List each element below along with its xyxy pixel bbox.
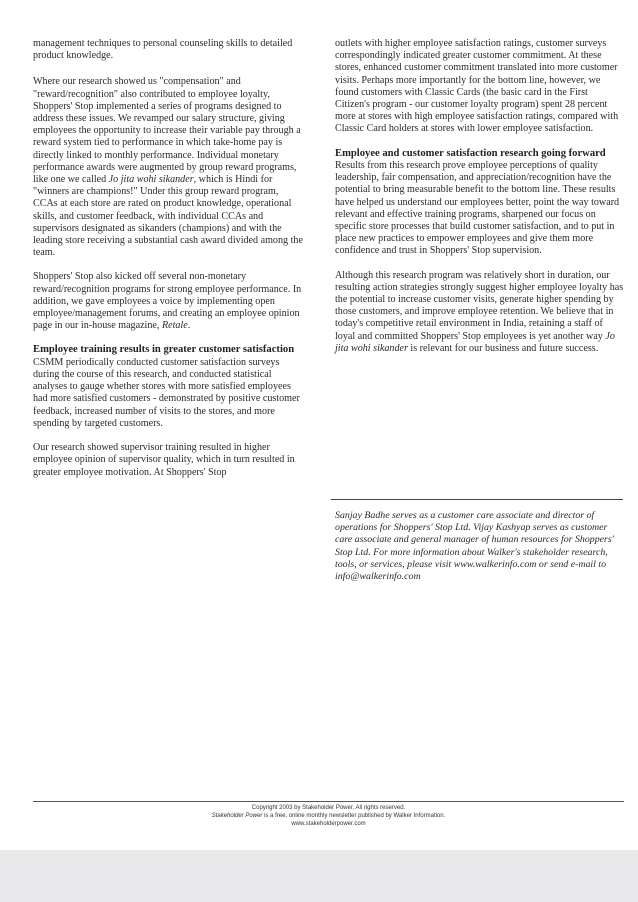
bio-divider [331,499,623,500]
footer-description: Stakeholder Power is a free, online monthly newsletter published by Walker Information. [211,813,446,819]
footer-divider [33,801,624,802]
footer-url[interactable]: www.stakeholderpower.com [291,821,366,827]
paragraph: Results from this research prove employee perceptions of quality leadership, fair compensation, and appreciation/recognition have the potential to bring measurable benefit to the bottom line. These results have helped us understand our employees better, point the way toward relevant and effective training programs, sharpened our focus on specific store processes that build customer satisfaction, and to put in place new practices to empower employees and give them more confidence and trust in Shoppers' Stop supervision. [335,160,620,257]
footer [33,804,624,828]
section-heading: Employee and customer satisfaction research going forward [335,147,606,159]
paragraph: Although this research program was relatively short in duration, our resulting action strategies strongly suggest higher employee loyalty has the potential to increase customer visits, generate higher spending by those customers, and improve employee retention. We believe that in today's competitive retail environment in India, retaining a staff of loyal and committed Shoppers' Stop employees is yet another way Jo jita wohi sikander is relevant for our business and future success. [335,269,624,354]
author-bio: Sanjay Badhe serves as a customer care associate and director of operations for Shoppers' Stop Ltd. Vijay Kashyap serves as customer care associate and general manager of human resources for Shoppers' Stop Ltd. For more information about Walker's stakeholder research, tools, or services, please visit www.walkerinfo.com or send e-mail to info@walkerinfo.com [335,510,614,583]
paragraph: Our research showed supervisor training resulted in higher employee opinion of supervisor quality, which in turn resulted in greater employee motivation. At Shoppers' Stop [33,442,295,478]
paragraph: Shoppers' Stop also kicked off several non-monetary reward/recognition programs for strong employee performance. In addition, we gave employees a voice by implementing open employee/management forums, and creating an employee opinion page in our in-house magazine, Retale. [33,271,302,332]
bottom-band [0,850,638,902]
section-heading: Employee training results in greater customer satisfaction [33,344,295,356]
right-column [335,38,625,367]
paragraph: management techniques to personal counseling skills to detailed product knowledge. [33,38,293,62]
footer-copyright: Copyright 2003 by Stakeholder Power. All rights reserved. [251,805,406,811]
paragraph: CSMM periodically conducted customer satisfaction surveys during the course of this research, and conducted statistical analyses to gauge whether stores with more satisfied employees had more satisfied customers - demonstrated by positive customer feedback, increased number of visits to the stores, and more spending by targeted customers. [33,356,300,429]
left-column [33,38,305,491]
paragraph: outlets with higher employee satisfaction ratings, customer surveys correspondingly indicated greater customer commitment. At these stores, enhanced customer commitment translated into more customer visits. Perhaps more importantly for the bottom line, however, we found customers with Classic Cards (the basic card in the First Citizen's program - our customer loyalty program) spent 28 percent more at stores with high employee satisfaction ratings, compared with Classic Card holders at stores with lower employee satisfaction. [335,38,619,135]
paragraph: Where our research showed us "compensation" and "reward/recognition" also contributed to employee loyalty, Shoppers' Stop implemented a series of programs designed to address these issues. We revamped our salary structure, giving employees the opportunity to increase their variable pay through a reward system tied to performance in which take-home pay is directly linked to monthly performance. Individual monetary performance awards were augmented by group reward programs, like one we called Jo jita wohi sikander, which is Hindi for "winners are champions!" Under this group reward program, CCAs at each store are rated on product knowledge, operational skills, and customer feedback, with individual CCAs and supervisors designated as sikanders (champions) and with the leading store receiving a substantial cash award divided among the team. [33,76,303,259]
